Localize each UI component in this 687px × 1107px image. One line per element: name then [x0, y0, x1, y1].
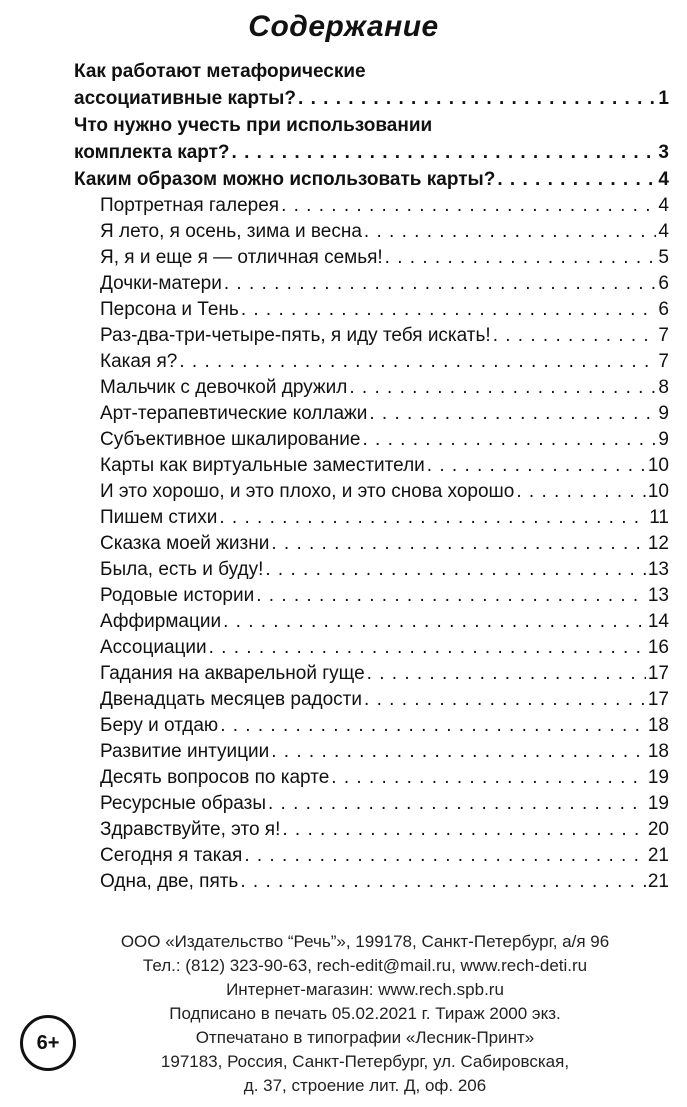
toc-entry-title: Гадания на акварельной гуще: [100, 663, 365, 684]
toc-main-entry: [74, 58, 669, 112]
page-number: 10: [647, 481, 669, 502]
toc-entry-line: [74, 139, 669, 166]
toc-main-entry: [74, 166, 669, 193]
dot-leader: [256, 583, 646, 609]
dot-leader: [367, 661, 646, 687]
toc-sub-entry: [74, 271, 669, 297]
toc-entry-title: Ассоциации: [100, 637, 207, 658]
page-number: 18: [647, 741, 669, 762]
dot-leader: [240, 869, 646, 895]
page-title: Содержание: [248, 10, 439, 43]
publisher-imprint: [95, 930, 635, 1098]
page-number: 13: [647, 585, 669, 606]
toc-sub-entry: [74, 765, 669, 791]
toc-entry-title: Сказка моей жизни: [100, 533, 270, 554]
page-number: 12: [647, 533, 669, 554]
page-number: 14: [647, 611, 669, 632]
imprint-line: 197183, Россия, Санкт-Петербург, ул. Сабировская,: [160, 1052, 570, 1071]
toc-sub-entry: [74, 661, 669, 687]
toc-sub-entry: [74, 583, 669, 609]
toc-sub-entry: [74, 219, 669, 245]
toc-sub-entry: [74, 375, 669, 401]
page-number: 19: [647, 767, 669, 788]
dot-leader: [364, 687, 646, 713]
toc-entry-title: Субъективное шкалирование: [100, 429, 361, 450]
page-number: 8: [658, 377, 669, 398]
toc-sub-entry: [74, 505, 669, 531]
toc-entry-title: Беру и отдаю: [100, 715, 219, 736]
toc-entry-title: Была, есть и буду!: [100, 559, 264, 580]
toc-sub-list: [74, 193, 669, 895]
dot-leader: [232, 139, 657, 166]
toc-entry-title: Десять вопросов по карте: [100, 767, 330, 788]
toc-sub-entry: [74, 193, 669, 219]
dot-leader: [244, 843, 646, 869]
page-number: 20: [647, 819, 669, 840]
toc-sub-entry: [74, 687, 669, 713]
dot-leader: [427, 453, 646, 479]
toc-entry-line: [74, 166, 669, 193]
toc-entry-title: Сегодня я такая: [100, 845, 243, 866]
toc-entry-title: Здравствуйте, это я!: [100, 819, 281, 840]
page-number: 21: [647, 871, 669, 892]
page-number: 21: [647, 845, 669, 866]
page-number: 6: [658, 273, 669, 294]
toc-entry-title: Каким образом можно использовать карты?: [74, 169, 496, 190]
dot-leader: [331, 765, 646, 791]
toc-entry-title: Какая я?: [100, 351, 178, 372]
imprint-line: ООО «Издательство “Речь”», 199178, Санкт-Петербург, а/я 96: [120, 932, 610, 951]
dot-leader: [179, 349, 656, 375]
page-number: 17: [647, 663, 669, 684]
toc-sub-entry: [74, 245, 669, 271]
imprint-line: Тел.: (812) 323-90-63, rech-edit@mail.ru, www.rech-deti.ru: [142, 956, 588, 975]
toc-sub-entry: [74, 401, 669, 427]
dot-leader: [271, 531, 646, 557]
toc-sub-entry: [74, 427, 669, 453]
toc-entry-title: Портретная галерея: [100, 195, 280, 216]
toc-entry-title: Арт-терапевтические коллажи: [100, 403, 368, 424]
toc-sub-entry: [74, 843, 669, 869]
dot-leader: [493, 323, 657, 349]
dot-leader: [497, 166, 656, 193]
dot-leader: [281, 193, 656, 219]
dot-leader: [265, 557, 645, 583]
toc-entry-title: Персона и Тень: [100, 299, 239, 320]
toc-entry-title: ассоциативные карты?: [74, 88, 297, 109]
toc-entry-title: Дочки-матери: [100, 273, 222, 294]
dot-leader: [271, 739, 646, 765]
toc-sub-entry: [74, 349, 669, 375]
toc-sub-entry: [74, 479, 669, 505]
toc-sub-entry: [74, 635, 669, 661]
page-number: 4: [658, 221, 669, 242]
toc-entry-title-line: Как работают метафорические: [74, 61, 366, 82]
toc-sub-entry: [74, 297, 669, 323]
dot-leader: [516, 479, 646, 505]
imprint-line: Подписано в печать 05.02.2021 г. Тираж 2000 экз.: [169, 1004, 561, 1023]
page-number: 10: [647, 455, 669, 476]
toc-sub-entry: [74, 713, 669, 739]
page-number: 19: [647, 793, 669, 814]
toc-entry-title: Ресурсные образы: [100, 793, 266, 814]
table-of-contents: [74, 58, 669, 895]
dot-leader: [219, 505, 647, 531]
dot-leader: [241, 297, 657, 323]
page-number: 7: [658, 351, 669, 372]
page-number: 9: [658, 403, 669, 424]
dot-leader: [362, 427, 656, 453]
page-number: 3: [658, 142, 669, 163]
toc-sub-entry: [74, 869, 669, 895]
dot-leader: [223, 609, 646, 635]
toc-entry-line: [74, 85, 669, 112]
toc-entry-title: Аффирмации: [100, 611, 222, 632]
toc-sub-entry: [74, 609, 669, 635]
imprint-line: Отпечатано в типографии «Лесник-Принт»: [195, 1028, 535, 1047]
page-number: 4: [658, 195, 669, 216]
dot-leader: [209, 635, 646, 661]
imprint-line: д. 37, строение лит. Д, оф. 206: [243, 1076, 487, 1095]
toc-entry-title-line: Что нужно учесть при использовании: [74, 115, 433, 136]
toc-entry-title: Раз-два-три-четыре-пять, я иду тебя искать!: [100, 325, 491, 346]
dot-leader: [369, 401, 656, 427]
page-number: 18: [647, 715, 669, 736]
dot-leader: [364, 219, 657, 245]
dot-leader: [349, 375, 656, 401]
dot-leader: [385, 245, 657, 271]
toc-sub-entry: [74, 791, 669, 817]
dot-leader: [298, 85, 656, 112]
page-number: 17: [647, 689, 669, 710]
toc-entry-title: И это хорошо, и это плохо, и это снова хорошо: [100, 481, 515, 502]
page-number: 7: [658, 325, 669, 346]
dot-leader: [282, 817, 645, 843]
dot-leader: [268, 791, 646, 817]
toc-entry-title: Одна, две, пять: [100, 871, 239, 892]
imprint-line: Интернет-магазин: www.rech.spb.ru: [226, 980, 504, 999]
toc-sub-entry: [74, 323, 669, 349]
page-number: 16: [647, 637, 669, 658]
toc-entry-title: Карты как виртуальные заместители: [100, 455, 425, 476]
toc-sub-entry: [74, 557, 669, 583]
page-number: 5: [658, 247, 669, 268]
toc-sub-entry: [74, 453, 669, 479]
page-number: 4: [658, 169, 669, 190]
dot-leader: [220, 713, 646, 739]
page-number: 11: [649, 507, 669, 528]
page-number: 13: [647, 559, 669, 580]
toc-entry-title: Я, я и еще я — отличная семья!: [100, 247, 383, 268]
toc-entry-title: Я лето, я осень, зима и весна: [100, 221, 362, 242]
page-number: 6: [658, 299, 669, 320]
toc-entry-title: Пишем стихи: [100, 507, 218, 528]
page-number: 1: [658, 88, 669, 109]
age-rating-badge: 6+: [20, 1015, 76, 1071]
toc-entry-title: Двенадцать месяцев радости: [100, 689, 363, 710]
toc-entry-title: Развитие интуиции: [100, 741, 270, 762]
toc-sub-entry: [74, 739, 669, 765]
dot-leader: [224, 271, 657, 297]
toc-entry-title: Родовые истории: [100, 585, 255, 606]
toc-sub-entry: [74, 531, 669, 557]
toc-main-entry: [74, 112, 669, 166]
page-number: 9: [658, 429, 669, 450]
toc-entry-title: комплекта карт?: [74, 142, 230, 163]
toc-entry-title: Мальчик с девочкой дружил: [100, 377, 348, 398]
toc-sub-entry: [74, 817, 669, 843]
